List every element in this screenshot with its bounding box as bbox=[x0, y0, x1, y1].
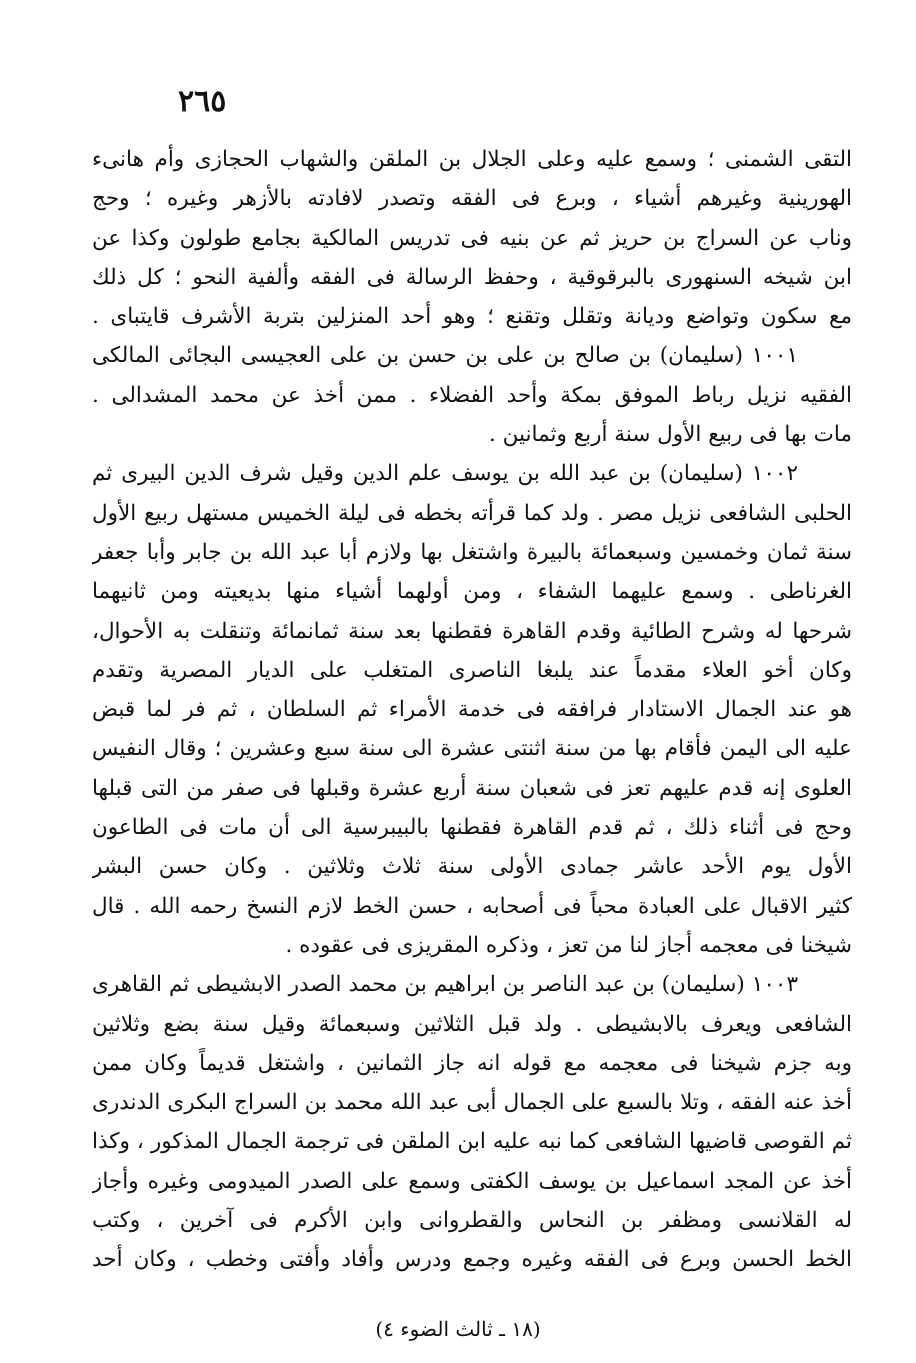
text-line: أخذ عن المجد اسماعيل بن يوسف الكفتى وسمع على الصدر الميدومى وغيره وأجاز bbox=[92, 1168, 852, 1194]
footer-signature: (١٨ ـ ثالث الضوء ٤) bbox=[375, 1317, 541, 1341]
text-line: كثير الاقبال على العبادة محباً فى أصحابه ، حسن الخط لازم النسخ رحمه الله . قال bbox=[92, 893, 852, 919]
text-line: شرحها له وشرح الطائية وقدم القاهرة فقطنها بعد سنة ثمانمائة وتنقلت به الأحوال، bbox=[92, 618, 852, 644]
body-text bbox=[92, 140, 852, 1280]
text-line: وحج فى أثناء ذلك ، ثم قدم القاهرة فقطنها بالبيبرسية الى أن مات فى الطاعون bbox=[92, 815, 852, 841]
text-line: الخط الحسن وبرع فى الفقه وغيره وجمع ودرس وأفاد وأفتى وخطب ، وكان أحد bbox=[92, 1247, 852, 1273]
text-line: ثم القوصى قاضيها الشافعى كما نبه عليه ابن الملقن فى ترجمة الجمال المذكور ، وكذا bbox=[92, 1129, 852, 1155]
text-line: له القلانسى ومظفر بن النحاس والقطروانى وابن الأكرم فى آخرين ، وكتب bbox=[92, 1208, 852, 1234]
text-line: الحلبى الشافعى نزيل مصر . ولد كما قرأته بخطه فى ليلة الخميس مستهل ربيع الأول bbox=[92, 500, 852, 526]
text-line: أخذ عنه الفقه ، وتلا بالسبع على الجمال أبى عبد الله محمد بن السراج البكرى الدندرى bbox=[92, 1090, 852, 1116]
page-number: ٢٦٥ bbox=[178, 84, 227, 119]
entry-heading-line: ١٠٠٣ (سليمان) بن عبد الناصر بن ابراهيم بن محمد الصدر الابشيطى ثم القاهرى bbox=[92, 972, 798, 998]
text-line: الغرناطى . وسمع عليهما الشفاء ، ومن أولهما أشياء منها بديعيته ومن ثانيهما bbox=[92, 579, 852, 605]
entry-heading-line: ١٠٠١ (سليمان) بن صالح بن على بن حسن بن على العجيسى البجائى المالكى bbox=[92, 343, 798, 369]
text-line: الفقيه نزيل رباط الموفق بمكة وأحد الفضلاء . ممن أخذ عن محمد المشدالى . bbox=[92, 382, 852, 408]
text-line: التقى الشمنى ؛ وسمع عليه وعلى الجلال بن الملقن والشهاب الحجازى وأم هانىء bbox=[92, 147, 852, 172]
text-line: وناب عن السراج بن حريز ثم عن بنيه فى تدريس المالكية بجامع طولون وكذا عن bbox=[92, 225, 852, 251]
text-line: الهورينية وغيرهم أشياء ، وبرع فى الفقه وتصدر لافادته بالأزهر وغيره ؛ وحج bbox=[92, 186, 852, 212]
text-line: وكان أخو العلاء مقدماً عند يلبغا الناصرى المتغلب على الديار المصرية وتقدم bbox=[92, 657, 852, 683]
text-line: الشافعى ويعرف بالابشيطى . ولد قبل الثلاثين وسبعمائة وقيل سنة بضع وثلاثين bbox=[92, 1011, 852, 1037]
text-line: عليه الى اليمن فأقام بها من سنة اثنتى عشرة الى سنة سبع وعشرين ؛ وقال النفيس bbox=[92, 736, 852, 762]
text-line: مات بها فى ربيع الأول سنة أربع وثمانين . bbox=[489, 422, 852, 448]
text-line: الأول يوم الأحد عاشر جمادى الأولى سنة ثلاث وثلاثين . وكان حسن البشر bbox=[92, 854, 852, 880]
text-line: سنة ثمان وخمسين وسبعمائة بالبيرة واشتغل بها ولازم أبا عبد الله بن جابر وأبا جعفر bbox=[92, 539, 852, 565]
text-line: هو عند الجمال الاستادار فرافقه فى خدمة الأمراء ثم السلطان ، ثم فر لما قبض bbox=[92, 697, 852, 723]
entry-heading-line: ١٠٠٢ (سليمان) بن عبد الله بن يوسف علم الدين وقيل شرف الدين البيرى ثم bbox=[92, 461, 798, 487]
text-line: ابن شيخه السنهورى بالبرقوقية ، وحفظ الرسالة فى الفقه وألفية النحو ؛ كل ذلك bbox=[92, 264, 852, 290]
text-line: مع سكون وتواضع وديانة وتقلل وتقنع ؛ وهو أحد المنزلين بتربة الأشرف قايتباى . bbox=[92, 304, 852, 330]
text-line: وبه جزم شيخنا فى معجمه مع قوله انه جاز الثمانين ، واشتغل قديماً وكان ممن bbox=[92, 1050, 852, 1076]
text-line: العلوى إنه قدم عليهم تعز فى شعبان سنة أربع عشرة وقبلها فى صفر من التى قبلها bbox=[92, 775, 852, 801]
text-line: شيخنا فى معجمه أجاز لنا من تعز ، وذكره المقريزى فى عقوده . bbox=[285, 932, 852, 958]
